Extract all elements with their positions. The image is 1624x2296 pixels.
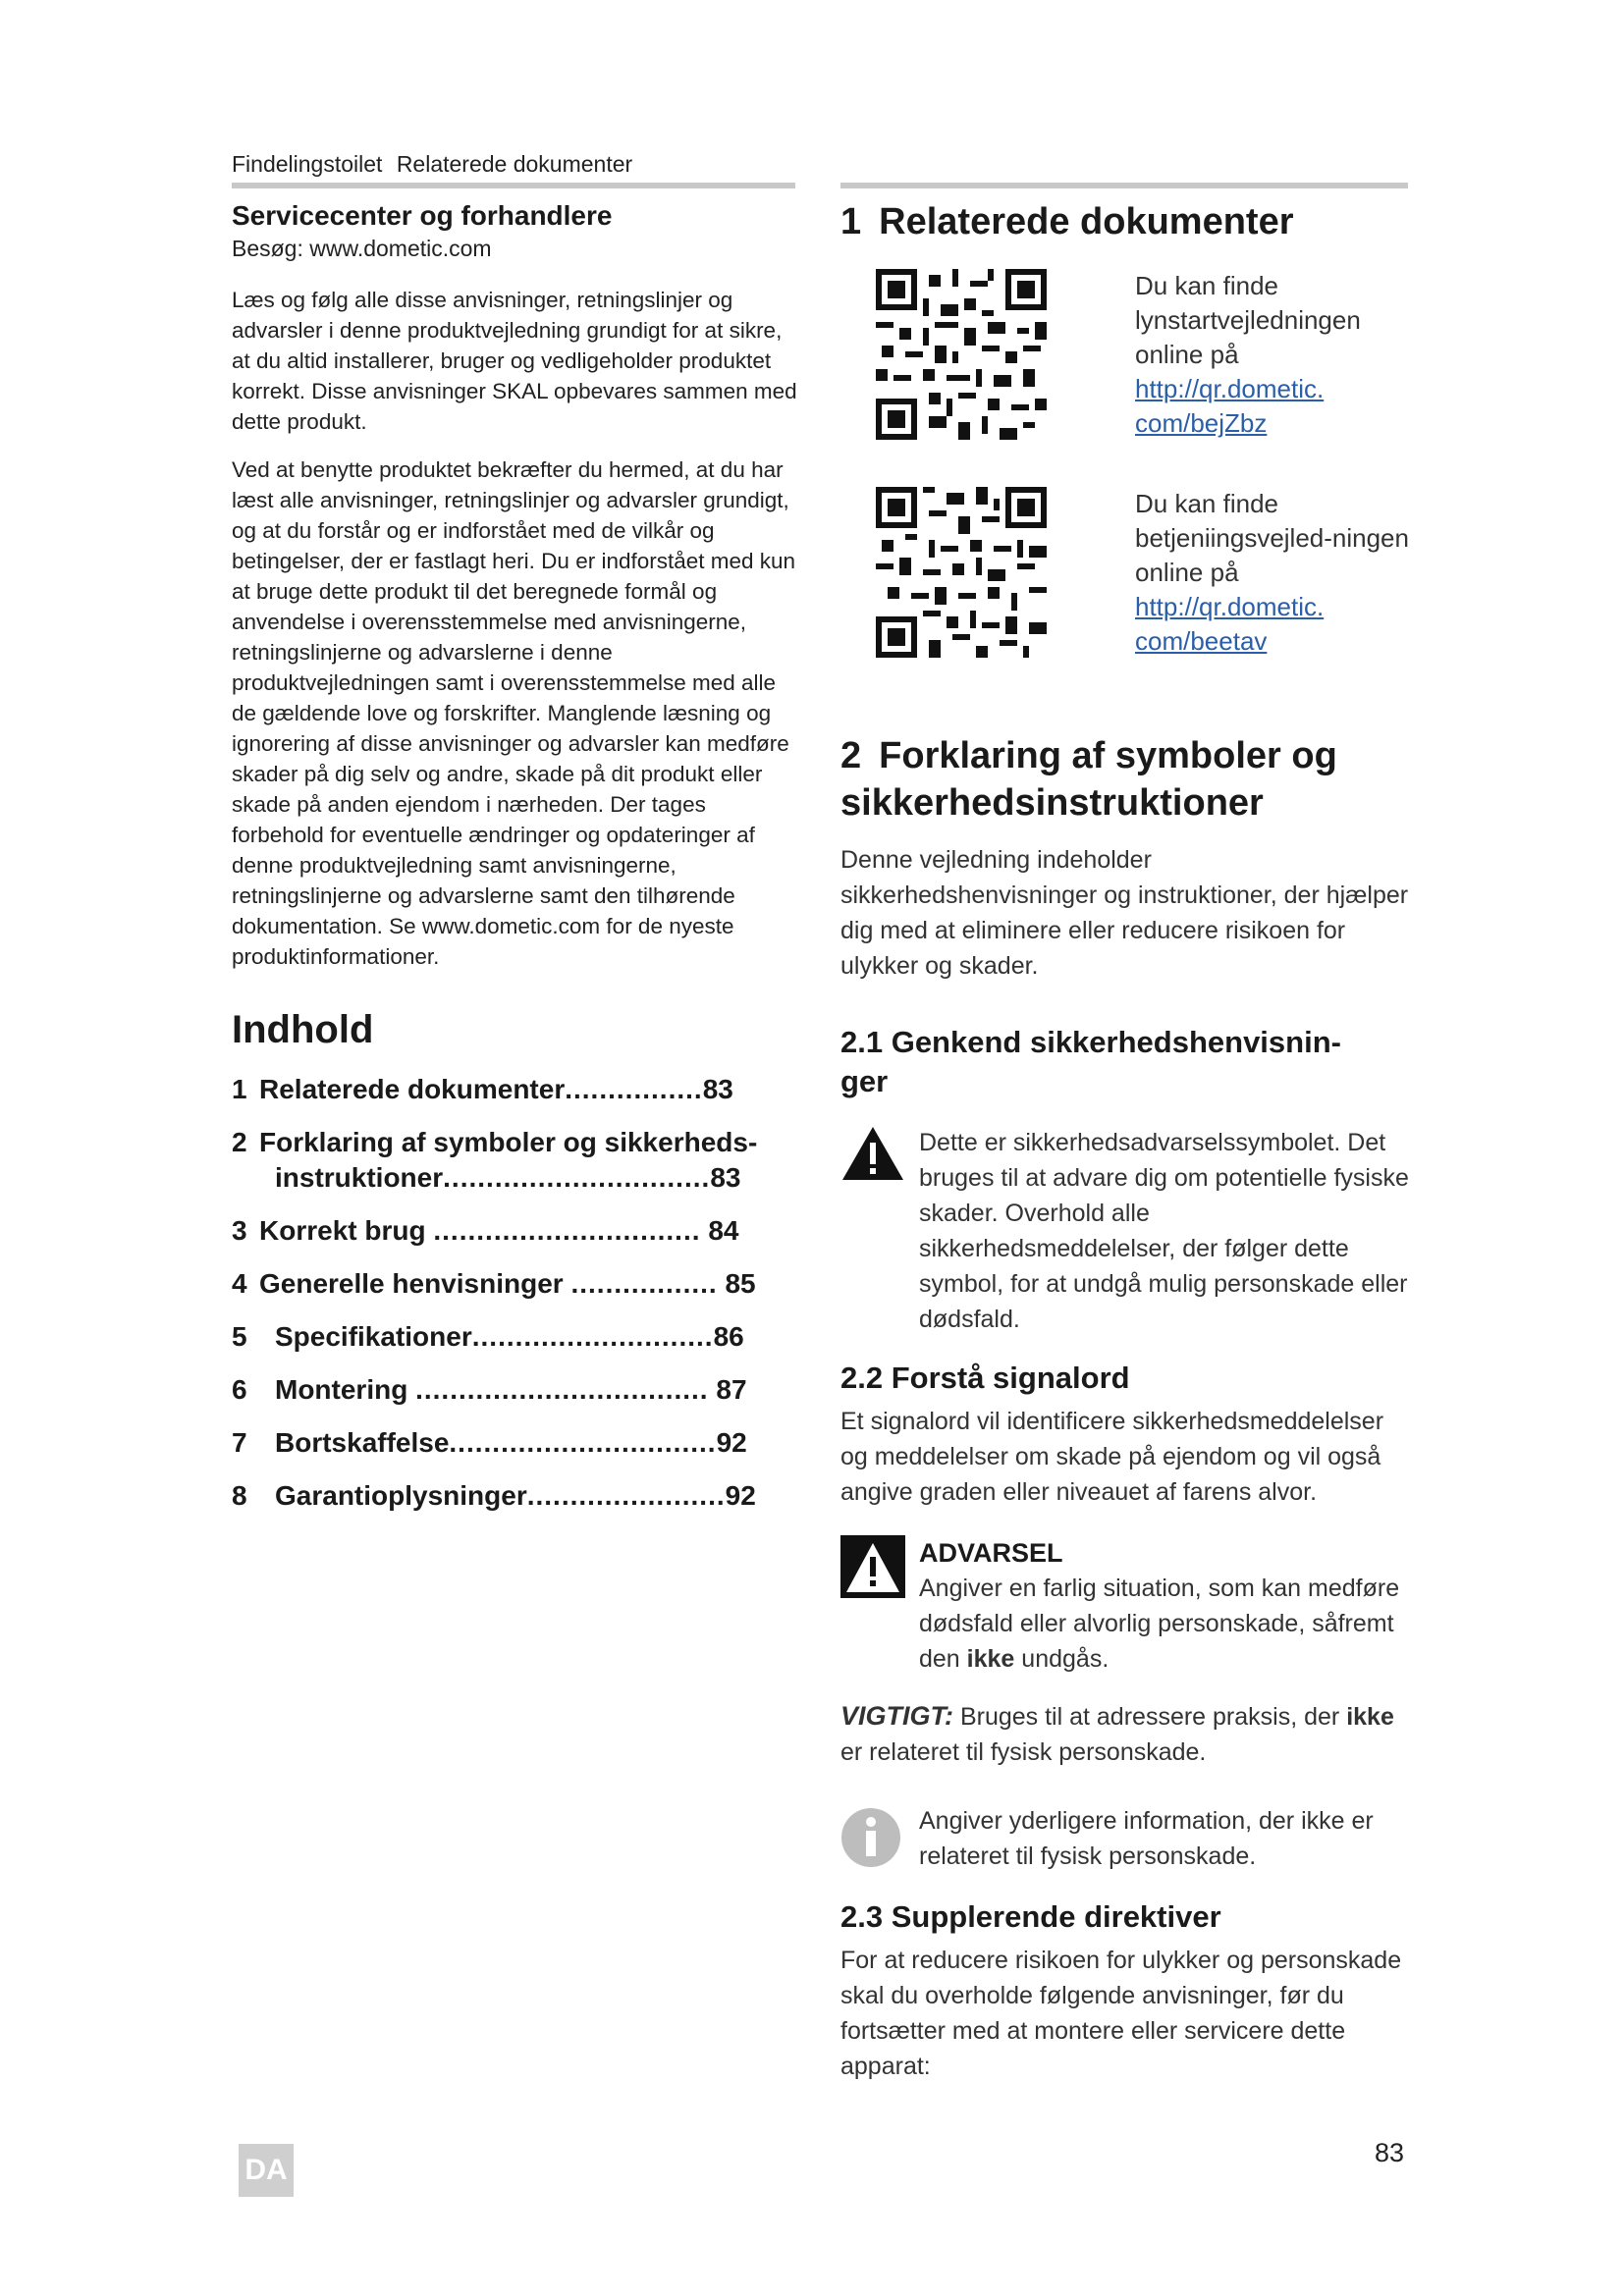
- notice-paragraph: VIGTIGT: Bruges til at adressere praksis, der ikke er relateret til fysisk personskade.: [840, 1701, 1394, 1766]
- intro-paragraph-2: Ved at benytte produktet bekræfter du hermed, at du har læst alle anvisninger, retningslinjer og advarsler grundigt, og at du forstår og er indforstået med de vilkår og betingelser, der er fastlagt heri. Du er indforstået med kun at bruge dette produkt til det beregnede formål og anvendelse i overensstemmelse med anvisningerne, retningslinjerne og advarslerne i denne produktvejledningen samt i overensstemmelse med alle de gældende love og forskrifter. Manglende læsning og ignorering af disse anvisninger og advarsler kan medføre skader på dig selv og andre, skade på dit produkt eller skade på anden ejendom i nærheden. Der tages forbehold for eventuelle ændringer og opdateringer af denne produktvejledning samt anvisningerne, retningslinjerne og advarslerne samt den tilhørende dokumentation. Se www.dometic.com for de nyeste produktinformationer.: [232, 457, 796, 969]
- toc-item[interactable]: 3 Korrekt brug ............................... 84: [232, 1215, 739, 1246]
- quickstart-link[interactable]: http://qr.dometic.: [1135, 374, 1325, 403]
- qr-row-manual: [840, 487, 1410, 732]
- notice-label: VIGTIGT:: [840, 1701, 953, 1731]
- warning-block: [840, 1535, 1410, 1677]
- section-2-3-body: For at reducere risikoen for ulykker og personskade skal du overholde følgende anvisninger, før du fortsætter med at montere eller servicere dette apparat:: [840, 1947, 1402, 2080]
- header-rule-right: [840, 183, 1408, 188]
- info-icon: [840, 1807, 901, 1868]
- toc-item[interactable]: 7 Bortskaffelse...............................92: [232, 1427, 747, 1458]
- warning-body: Angiver en farlig situation, som kan medføre dødsfald eller alvorlig personskade, såfremt den ikke undgås.: [919, 1575, 1400, 1673]
- qr-text-quickstart: Du kan finde lynstartvejledningen online på http://qr.dometic. com/bejZbz: [1135, 269, 1430, 441]
- qr-text-manual: Du kan finde betjeniingsvejled-ningen online på http://qr.dometic. com/beetav: [1135, 487, 1430, 659]
- toc-item[interactable]: 4 Generelle henvisninger ................. 85: [232, 1268, 756, 1299]
- toc-item[interactable]: 1 Relaterede dokumenter................83: [232, 1074, 733, 1104]
- toc-item[interactable]: 6 Montering .................................. 87: [232, 1374, 747, 1405]
- section-2-2-heading: 2.2 Forstå signalord: [840, 1361, 1130, 1395]
- section-2-heading: 2 Forklaring af symboler og sikkerhedsinstruktioner: [840, 735, 1337, 824]
- toc-item[interactable]: 8 Garantioplysninger.......................92: [232, 1480, 756, 1511]
- info-block: Angiver yderligere information, der ikke er relateret til fysisk personskade.: [840, 1803, 1410, 1874]
- page-number: 83: [1375, 2138, 1405, 2167]
- toc-item[interactable]: 2 Forklaring af symboler og sikkerheds- instruktioner...............................83: [232, 1127, 758, 1193]
- manual-link[interactable]: http://qr.dometic.: [1135, 592, 1325, 621]
- section-2-2-body: Et signalord vil identificere sikkerhedsmeddelelser og meddelelser om skade på ejendom og vil også angive graden eller niveauet af farens alvor.: [840, 1408, 1384, 1506]
- section-2-3-heading: 2.3 Supplerende direktiver: [840, 1899, 1221, 1934]
- section-2-1-heading: 2.1 Genkend sikkerhedshenvisnin- ger: [840, 1025, 1341, 1098]
- running-header: [232, 151, 632, 178]
- header-product: Findelingstoilet: [232, 151, 383, 177]
- header-rule-left: [232, 183, 795, 188]
- header-section: Relaterede dokumenter: [396, 151, 633, 177]
- right-column: [840, 198, 1410, 2084]
- qr-code-icon[interactable]: [876, 269, 1047, 440]
- quickstart-link-cont[interactable]: com/bejZbz: [1135, 408, 1268, 438]
- manual-link-cont[interactable]: com/beetav: [1135, 626, 1268, 656]
- qr-row-quickstart: [840, 269, 1410, 487]
- section-2-body: Denne vejledning indeholder sikkerhedshenvisninger og instruktioner, der hjælper dig med at eliminere eller reducere risikoen for ulykker og skader.: [840, 846, 1409, 980]
- qr-code-icon[interactable]: [876, 487, 1047, 658]
- service-title: Servicecenter og forhandlere: [232, 200, 613, 231]
- service-visit: Besøg: www.dometic.com: [232, 236, 492, 261]
- toc-item[interactable]: 5 Specifikationer............................86: [232, 1321, 744, 1352]
- section-1-heading: 1 Relaterede dokumenter: [840, 201, 1294, 242]
- intro-paragraph-1: Læs og følg alle disse anvisninger, retningslinjer og advarsler i denne produktvejledning grundigt for at sikre, at du altid installerer, bruger og vedligeholder produktet korrekt. Disse anvisninger SKAL opbevares sammen med dette produkt.: [232, 288, 797, 434]
- left-column: [232, 198, 801, 1531]
- toc-title: Indhold: [232, 1008, 374, 1051]
- warning-title: ADVARSEL: [919, 1538, 1063, 1568]
- warning-triangle-icon: [840, 1125, 905, 1182]
- language-tab: DA: [239, 2144, 294, 2197]
- warning-sign-icon: [840, 1535, 905, 1598]
- safety-symbol-block: Dette er sikkerhedsadvarselssymbolet. Det bruges til at advare dig om potentielle fysiske skader. Overhold alle sikkerhedsmeddelelser, der følger dette symbol, for at undgå mulig personskade eller dødsfald.: [840, 1125, 1410, 1337]
